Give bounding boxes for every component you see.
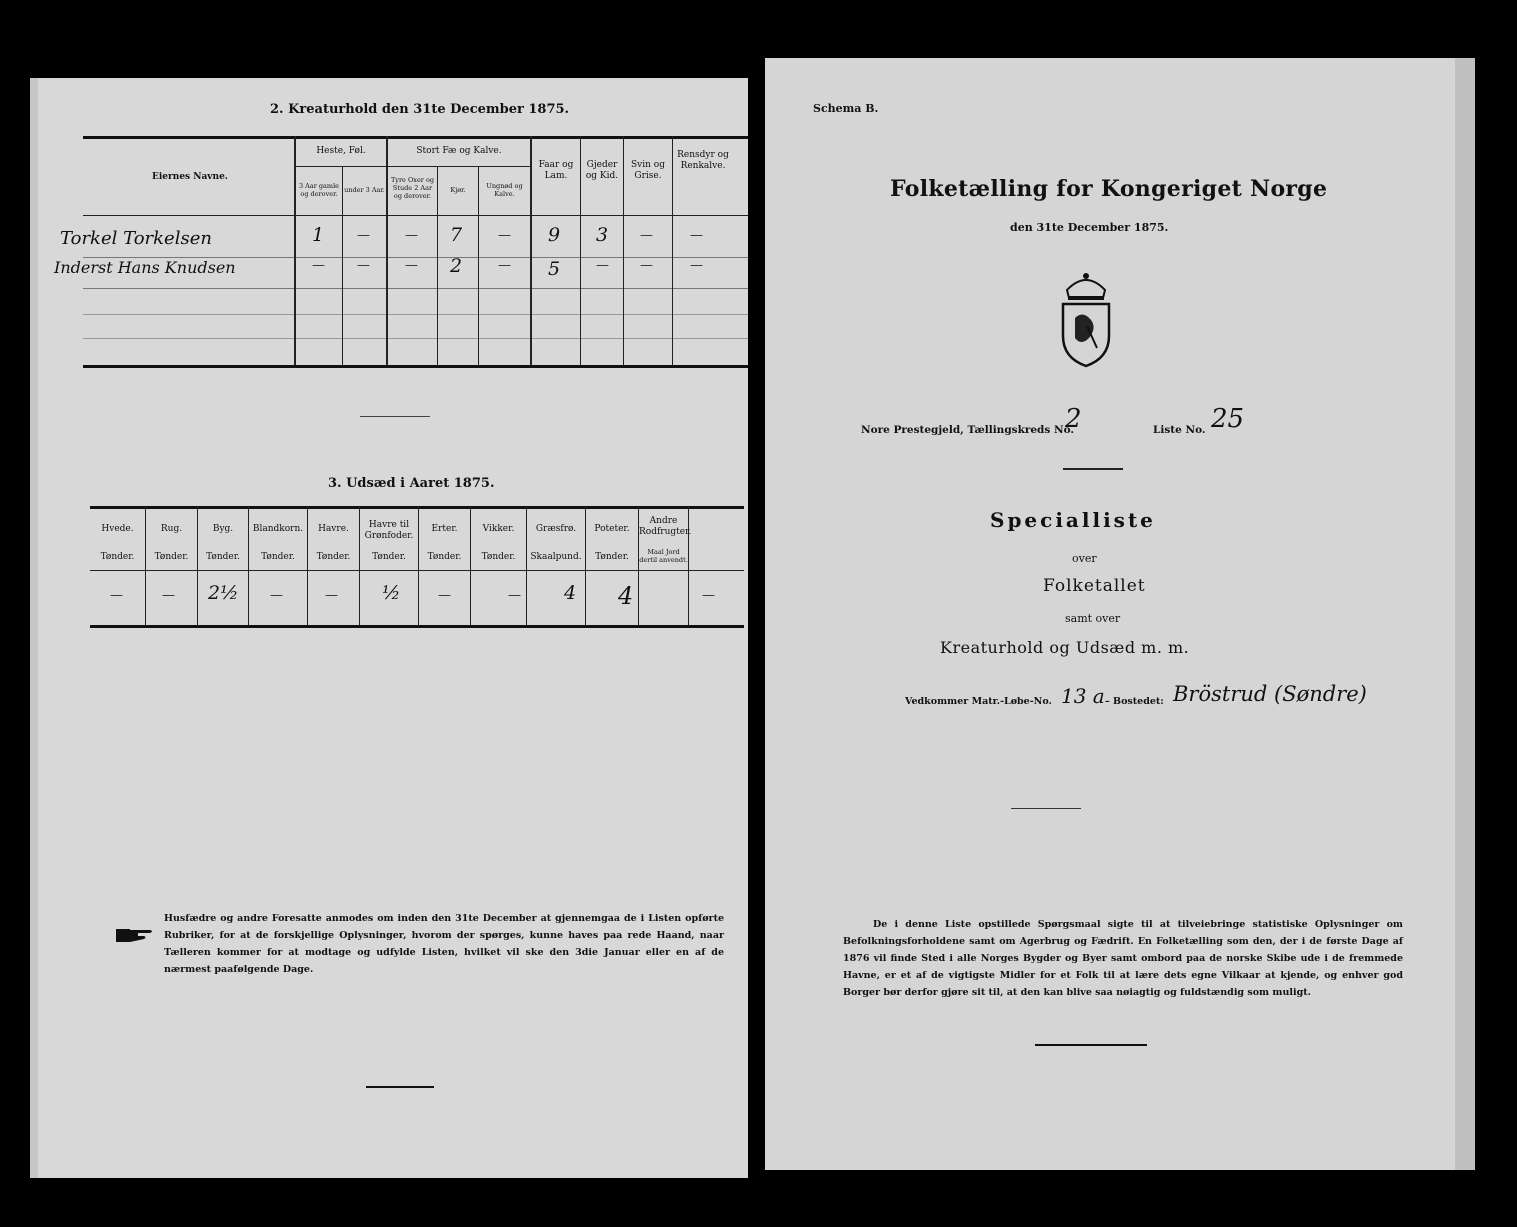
- crop-unit: Tønder.: [261, 552, 295, 562]
- row-rule: [83, 314, 751, 315]
- right-page: [765, 58, 1475, 1170]
- table-cell: 1: [312, 224, 325, 246]
- table-cell: 2: [450, 255, 463, 277]
- row-rule: [83, 288, 751, 289]
- section2-title: 2. Kreaturhold den 31te December 1875.: [270, 102, 570, 117]
- table-cell: 7: [450, 224, 463, 246]
- owner-header: Eiernes Navne.: [152, 172, 228, 182]
- crop-header: Havre.: [318, 524, 349, 534]
- divider: [366, 1086, 434, 1088]
- page-edge: [30, 78, 38, 1178]
- liste-label: Liste No.: [1153, 424, 1206, 436]
- table-cell: 3: [596, 224, 609, 246]
- crop-unit: Tønder.: [206, 552, 240, 562]
- table-cell: —: [405, 258, 418, 273]
- body-text: De i denne Liste opstillede Spørgsmaal sigte til at tilveiebringe statistiske Oplysninger om Befolkningsforholdene samt om Agerbrug og Fædrift. En Folketælling som den, der i de første Dage af 1876 vil finde Sted i alle Norges Bygder og Byer samt ombord paa de norske Skibe ude i de fremmede Havne, er et af de vigtigste Midler for et Folk til at lære dets egne Vilkaar at kjende, og enhver god Borger bør derfor gjøre sit til, at den kan blive saa nøiagtig og fuldstændig som muligt.: [843, 919, 1403, 998]
- crop-unit: Skaalpund.: [530, 552, 582, 562]
- divider: [360, 416, 430, 417]
- divider: [1063, 468, 1123, 470]
- crop-unit: Tønder.: [316, 552, 351, 562]
- over-text: over: [1072, 552, 1097, 565]
- table-cell: 5: [548, 258, 561, 280]
- crop-value: 4: [618, 582, 634, 610]
- bostedet-label: – Bostedet:: [1105, 696, 1164, 707]
- subheader-rule: [294, 166, 530, 167]
- crop-header: Poteter.: [594, 524, 630, 534]
- table-header-rule: [90, 570, 744, 571]
- crop-unit: Maal Jord dertil anvendt.: [639, 548, 688, 564]
- pointing-hand-icon: [116, 926, 156, 944]
- stort-sub1: Tyre Oxer og Stude 2 Aar og derover.: [390, 176, 435, 200]
- left-page: [30, 78, 748, 1178]
- gjeder-header: Gjeder og Kid.: [585, 160, 619, 181]
- crop-value: —: [162, 588, 175, 603]
- heste-header: Heste, Føl.: [316, 146, 366, 156]
- heste-sub2: under 3 Aar.: [344, 186, 385, 194]
- crop-unit: Tønder.: [100, 552, 135, 562]
- table-cell: 9: [548, 224, 561, 246]
- section3-title: 3. Udsæd i Aaret 1875.: [328, 476, 495, 491]
- crop-value: —: [270, 588, 283, 603]
- folketallet-text: Folketallet: [1043, 576, 1146, 596]
- census-date: den 31te December 1875.: [1010, 221, 1169, 234]
- crop-value: 4: [564, 582, 577, 604]
- table-cell: —: [405, 228, 418, 243]
- crop-header: Græsfrø.: [535, 524, 577, 534]
- crop-unit: Tønder.: [154, 552, 189, 562]
- table-cell: —: [690, 228, 703, 243]
- crop-value: ½: [382, 582, 401, 604]
- crop-header: Havre til Grønfoder.: [364, 520, 414, 541]
- bostedet-value: Bröstrud (Søndre): [1173, 682, 1367, 706]
- divider: [1011, 808, 1081, 809]
- col-divider: [294, 136, 296, 365]
- table-cell: —: [357, 258, 370, 273]
- col-divider: [688, 506, 689, 625]
- table-cell: —: [690, 258, 703, 273]
- matr-label: Vedkommer Matr.-Løbe-No.: [905, 696, 1052, 707]
- table-header-rule: [83, 215, 751, 216]
- faar-header: Faar og Lam.: [538, 160, 574, 181]
- table-bottom-rule: [83, 365, 751, 368]
- samt-over-text: samt over: [1065, 612, 1121, 625]
- main-title: Folketælling for Kongeriget Norge: [890, 176, 1328, 202]
- col-divider: [342, 166, 343, 365]
- page-gutter: [748, 30, 764, 1190]
- crop-value: —: [702, 588, 715, 603]
- page-edge: [1455, 58, 1475, 1170]
- crop-value: —: [438, 588, 451, 603]
- table-row-name: Inderst Hans Knudsen: [54, 258, 236, 277]
- crop-header: Blandkorn.: [252, 524, 304, 534]
- table-top-rule: [83, 136, 751, 139]
- crop-header: Erter.: [431, 524, 458, 534]
- crop-value: —: [508, 588, 521, 603]
- divider: [1035, 1044, 1147, 1046]
- crop-header: Hvede.: [101, 524, 134, 534]
- row-rule: [83, 338, 751, 339]
- rensdyr-header: Rensdyr og Renkalve.: [677, 150, 729, 171]
- notice-text: Husfædre og andre Foresatte anmodes om inden den 31te December at gjennemgaa de i Listen opførte Rubriker, for at de forskjellige Oplysninger, hvorom der spørges, kunne haves paa rede Haand, naar Tælleren kommer for at modtage og udfylde Listen, hvilket vil ske den 3die Januar eller en af de nærmest paafølgende Dage.: [164, 913, 724, 975]
- table-bottom-rule: [90, 625, 744, 628]
- crop-unit: Tønder.: [427, 552, 462, 562]
- table-row-name: Torkel Torkelsen: [60, 228, 212, 249]
- prestegjeld-label: Nore Prestegjeld, Tællingskreds No.: [861, 424, 1075, 436]
- table-cell: —: [640, 228, 653, 243]
- kreaturhold-text: Kreaturhold og Udsæd m. m.: [940, 638, 1190, 657]
- table-cell: —: [596, 258, 609, 273]
- crop-value: —: [325, 588, 338, 603]
- table-cell: —: [357, 228, 370, 243]
- crop-value: 2½: [208, 582, 239, 604]
- crop-header: Rug.: [160, 524, 183, 534]
- special-title: Specialliste: [990, 508, 1156, 532]
- crop-header: Vikker.: [482, 524, 515, 534]
- stort-sub2: Kjør.: [450, 186, 466, 194]
- crop-header: Andre Rodfrugter.: [639, 516, 692, 537]
- svin-header: Svin og Grise.: [631, 160, 665, 181]
- schema-label: Schema B.: [813, 102, 879, 115]
- crop-header: Byg.: [212, 524, 234, 534]
- crop-value: —: [110, 588, 123, 603]
- stort-header: Stort Fæ og Kalve.: [416, 146, 502, 156]
- matr-no: 13 a: [1061, 684, 1105, 708]
- crop-unit: Tønder.: [481, 552, 516, 562]
- table-cell: —: [640, 258, 653, 273]
- table-top-rule: [90, 506, 744, 509]
- crop-unit: Tønder.: [595, 552, 629, 562]
- liste-no: 25: [1211, 404, 1245, 434]
- crop-unit: Tønder.: [372, 552, 406, 562]
- table-cell: —: [498, 258, 511, 273]
- col-divider: [437, 166, 438, 365]
- stort-sub3: Ungnød og Kalve.: [486, 182, 523, 198]
- coat-of-arms-icon: [1053, 268, 1119, 368]
- table-cell: —: [498, 228, 511, 243]
- col-divider: [386, 136, 388, 365]
- table-cell: —: [312, 258, 325, 273]
- kreds-no: 2: [1065, 404, 1082, 434]
- heste-sub1: 3 Aar gamle og derover.: [298, 182, 340, 198]
